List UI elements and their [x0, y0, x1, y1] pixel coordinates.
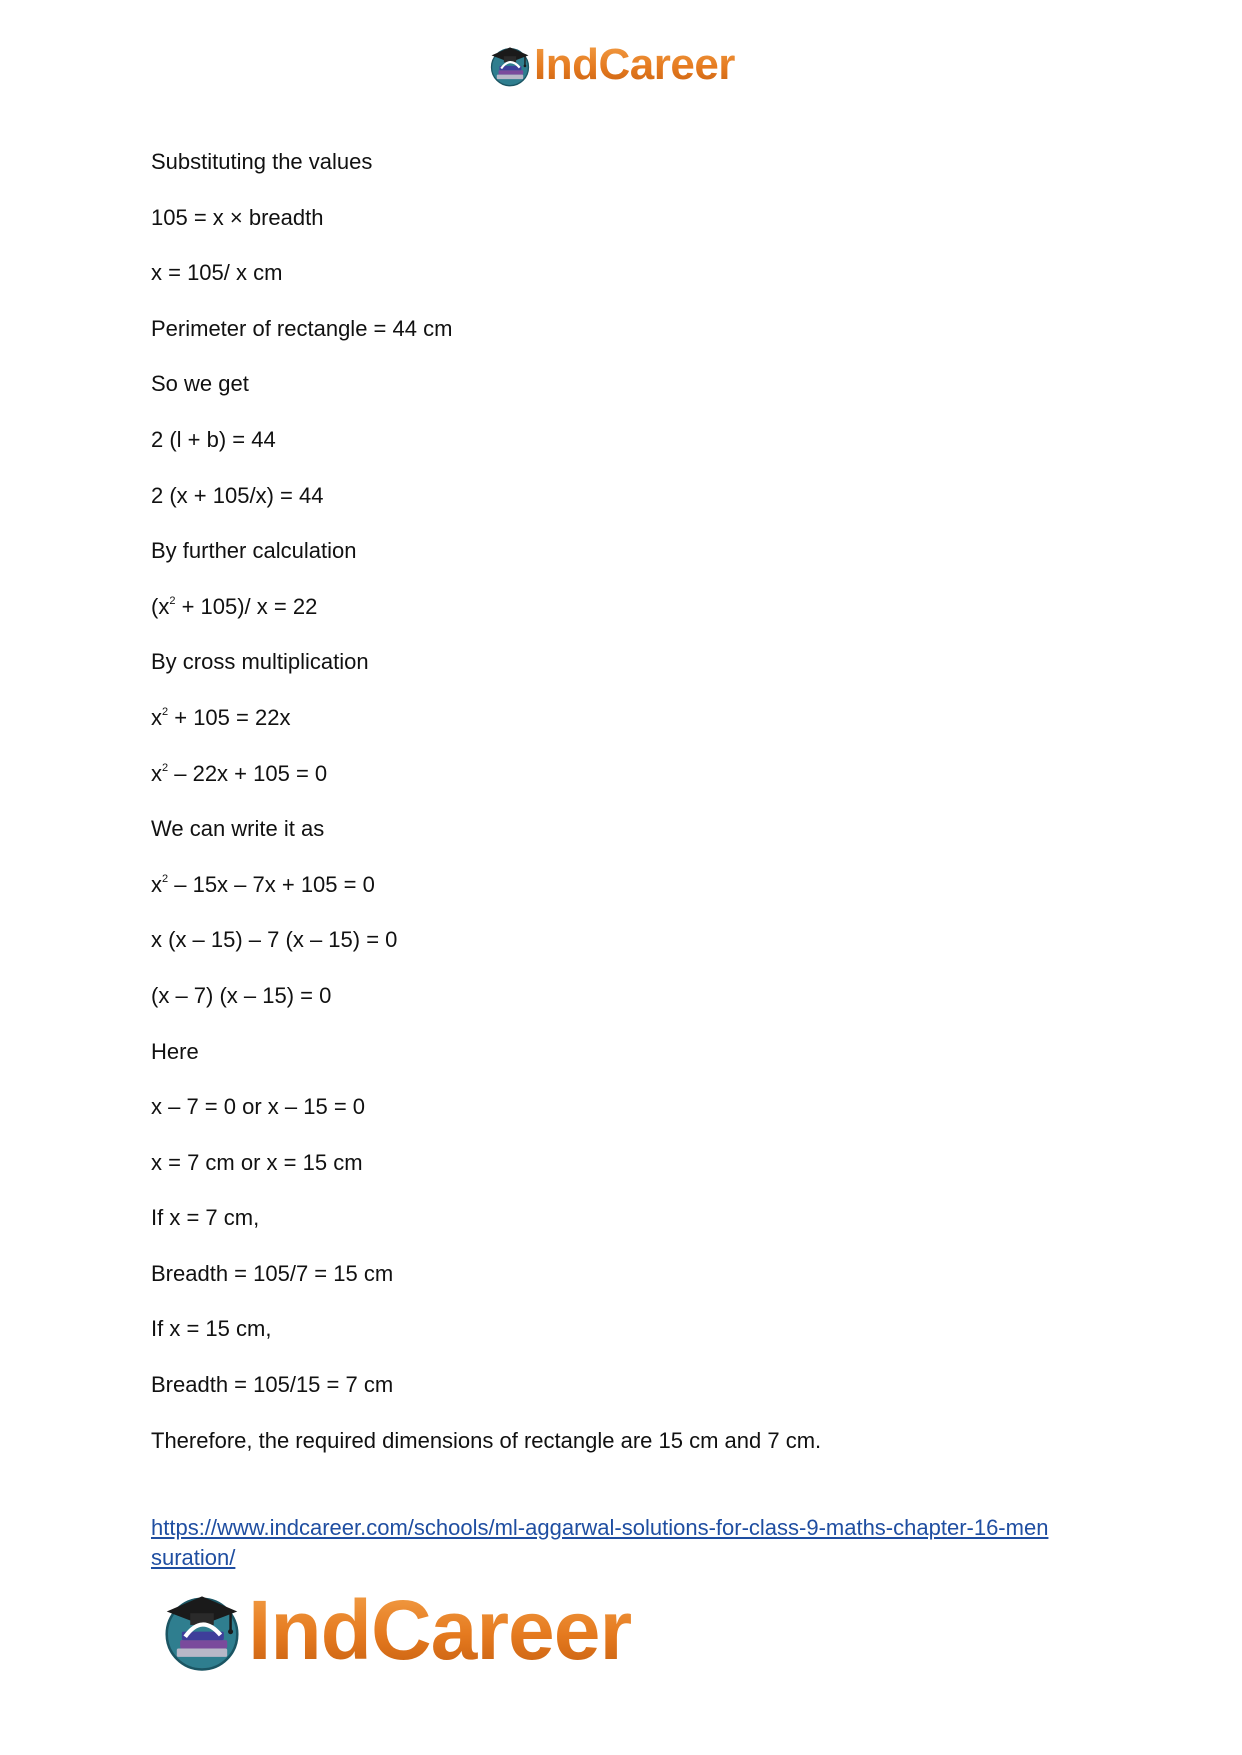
solution-text [151, 148, 1091, 1482]
text-line: x = 105/ x cm [151, 260, 283, 286]
equation-line: $x^2 - 15x - 7x + 105 = 0$ [151, 871, 375, 897]
text-line: Substituting the values [151, 149, 373, 174]
source-url-line-1: https://www.indcareer.com/schools/ml-aggarwal-solutions-for-class-9-maths-chapter-16-men [151, 1515, 1049, 1540]
text-line: x – 7 = 0 or x – 15 = 0 [151, 1094, 366, 1120]
text-line: If x = 15 cm, [151, 1316, 272, 1342]
equation-line: $(x^2 + 105)/$ x = 22 [151, 593, 318, 619]
header-logo [488, 40, 735, 90]
source-url-link[interactable] [151, 1513, 1091, 1573]
text-line: (x – 7) (x – 15) = 0 [151, 982, 332, 1008]
brand-name: IndCareer [534, 40, 735, 89]
text-line: Here [151, 1038, 199, 1064]
graduation-cap-books-icon [488, 43, 532, 87]
text-line: By cross multiplication [151, 649, 369, 675]
conclusion-line: Therefore, the required dimensions of rectangle are 15 cm and 7 cm. [151, 1427, 822, 1453]
text-line: x = 7 cm or x = 15 cm [151, 1149, 363, 1175]
text-line: 105 = x × breadth [151, 204, 324, 230]
text-line: Perimeter of rectangle = 44 cm [151, 315, 453, 341]
text-line: 2 (x + 105/x) = 44 [151, 482, 324, 508]
text-line: x (x – 15) – 7 (x – 15) = 0 [151, 927, 398, 953]
source-url-line-2: suration/ [151, 1545, 236, 1570]
text-line: 2 (l + b) = 44 [151, 426, 276, 452]
text-line: Breadth = 105/7 = 15 cm [151, 1260, 394, 1286]
text-line: Breadth = 105/15 = 7 cm [151, 1372, 394, 1398]
text-line: So we get [151, 371, 249, 397]
text-line: By further calculation [151, 538, 357, 564]
footer-logo [160, 1585, 631, 1675]
text-line: If x = 7 cm, [151, 1205, 260, 1231]
text-line: We can write it as [151, 816, 325, 842]
equation-line: $x^2 - 22x + 105 = 0$ [151, 760, 328, 786]
equation-line: $x^2 + 105 = 22x$ [151, 704, 291, 730]
graduation-cap-books-icon [160, 1588, 244, 1672]
brand-name: IndCareer [248, 1583, 632, 1677]
